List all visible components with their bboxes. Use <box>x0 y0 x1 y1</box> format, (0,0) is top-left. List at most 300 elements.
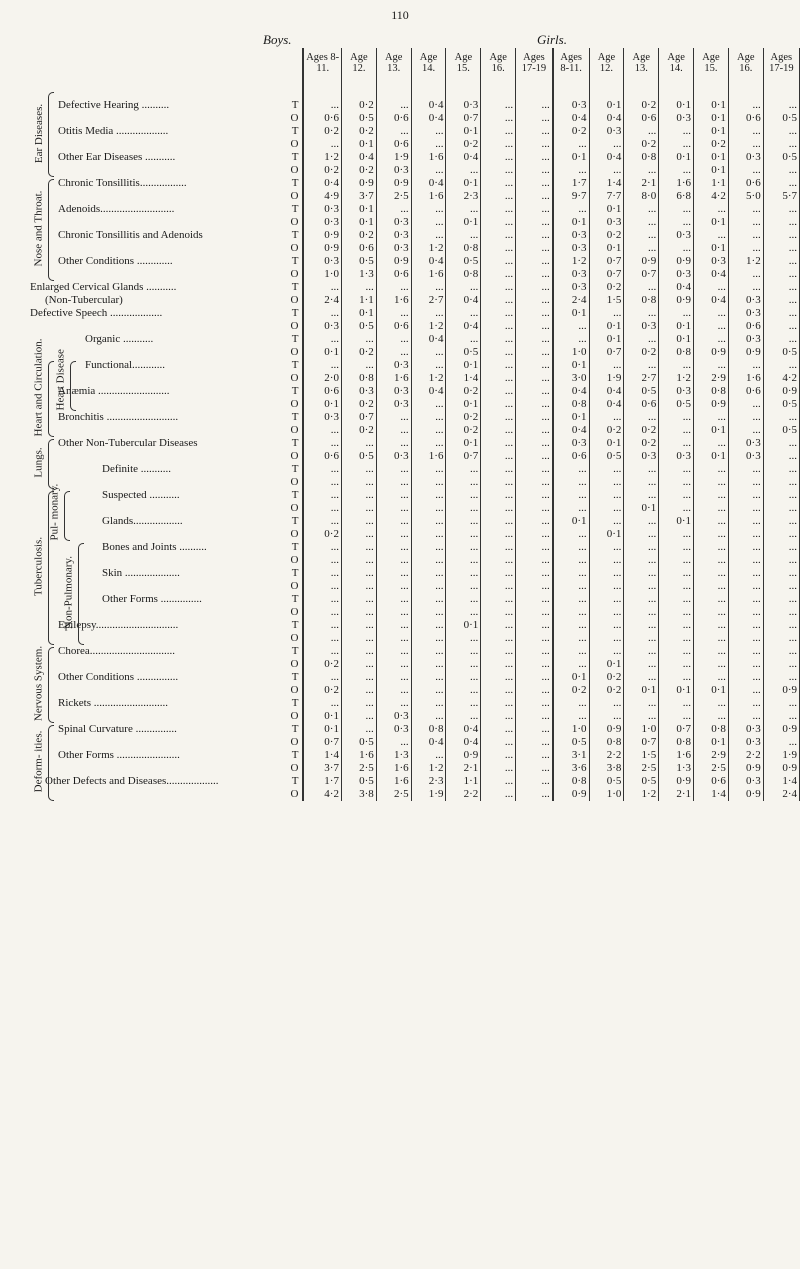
table-cell: 0·5 <box>624 385 659 398</box>
column-header: Age 14. <box>411 48 446 90</box>
table-cell: 0·9 <box>728 762 763 775</box>
table-row <box>29 424 800 437</box>
table-cell: 0·9 <box>303 242 341 255</box>
row-code: O <box>290 372 299 384</box>
table-cell: ... <box>446 541 481 554</box>
table-cell: ... <box>624 307 659 320</box>
table-cell: 0·1 <box>694 450 729 463</box>
table-cell: 0·8 <box>589 736 624 749</box>
table-cell: 0·3 <box>376 164 411 177</box>
table-cell: ... <box>516 90 553 112</box>
table-cell: 1·6 <box>376 372 411 385</box>
table-cell: 3·6 <box>553 762 589 775</box>
table-cell: 1·6 <box>411 190 446 203</box>
column-header: Ages 8-11. <box>303 48 341 90</box>
table-cell: ... <box>659 359 694 372</box>
table-cell: ... <box>411 164 446 177</box>
table-cell: ... <box>303 697 341 710</box>
table-cell: ... <box>411 476 446 489</box>
table-cell: 1·6 <box>411 268 446 281</box>
table-cell: 0·9 <box>624 255 659 268</box>
table-cell: 1·6 <box>376 775 411 788</box>
table-cell: 0·8 <box>341 372 376 385</box>
table-cell: 0·2 <box>341 90 376 112</box>
table-cell: ... <box>376 658 411 671</box>
table-cell: ... <box>624 697 659 710</box>
table-cell: 5·7 <box>763 190 799 203</box>
table-cell: ... <box>624 359 659 372</box>
table-cell: ... <box>589 632 624 645</box>
table-cell: 1·2 <box>303 151 341 164</box>
table-cell: ... <box>763 203 799 216</box>
column-header: Ages 17-19 <box>516 48 553 90</box>
table-cell: 2·5 <box>624 762 659 775</box>
table-cell: 0·5 <box>341 255 376 268</box>
table-cell: 0·1 <box>589 320 624 333</box>
row-label <box>29 710 303 723</box>
table-cell: 0·1 <box>589 242 624 255</box>
table-cell: 1·0 <box>553 346 589 359</box>
table-cell: 0·9 <box>589 723 624 736</box>
table-cell: ... <box>446 645 481 658</box>
table-cell: 0·3 <box>659 450 694 463</box>
table-cell: 0·1 <box>589 658 624 671</box>
table-cell: 0·7 <box>446 112 481 125</box>
row-label-text: Bronchitis .......................... <box>58 411 179 423</box>
table-cell: ... <box>553 710 589 723</box>
table-cell: ... <box>763 541 799 554</box>
table-cell: ... <box>303 645 341 658</box>
table-cell: ... <box>481 177 516 190</box>
table-cell: ... <box>694 632 729 645</box>
table-cell: 0·7 <box>589 346 624 359</box>
table-cell: ... <box>728 216 763 229</box>
row-code: T <box>291 281 299 293</box>
table-cell: ... <box>303 541 341 554</box>
table-cell: ... <box>411 398 446 411</box>
table-cell: ... <box>763 281 799 294</box>
table-cell: 0·1 <box>694 242 729 255</box>
table-cell: 0·1 <box>694 684 729 697</box>
table-cell: 2·7 <box>624 372 659 385</box>
table-cell: 0·4 <box>341 151 376 164</box>
table-cell: ... <box>516 762 553 775</box>
row-code: O <box>290 476 299 488</box>
table-cell: ... <box>763 333 799 346</box>
table-cell: ... <box>341 723 376 736</box>
table-cell: ... <box>728 554 763 567</box>
table-cell: 0·4 <box>411 90 446 112</box>
table-row <box>29 437 800 450</box>
table-cell: ... <box>516 450 553 463</box>
table-cell: ... <box>411 229 446 242</box>
table-cell: ... <box>411 658 446 671</box>
table-cell: 1·6 <box>411 151 446 164</box>
table-row <box>29 463 800 476</box>
row-label <box>29 346 303 359</box>
table-cell: ... <box>303 554 341 567</box>
table-cell: 0·7 <box>303 736 341 749</box>
table-cell: ... <box>446 567 481 580</box>
table-cell: 1·1 <box>446 775 481 788</box>
table-cell: ... <box>516 190 553 203</box>
table-cell: 0·4 <box>589 385 624 398</box>
table-cell: 0·3 <box>341 385 376 398</box>
table-cell: ... <box>694 697 729 710</box>
table-cell: 0·8 <box>624 151 659 164</box>
table-cell: ... <box>659 671 694 684</box>
table-cell: 1·2 <box>624 788 659 801</box>
table-cell: ... <box>411 606 446 619</box>
row-label-text: Other Non-Tubercular Diseases <box>58 437 198 449</box>
table-cell: ... <box>763 320 799 333</box>
table-cell: 4·2 <box>694 190 729 203</box>
table-cell: ... <box>341 567 376 580</box>
table-cell: 0·3 <box>303 255 341 268</box>
page-number: 110 <box>391 8 409 22</box>
table-cell: 0·4 <box>589 112 624 125</box>
table-cell: 0·5 <box>624 775 659 788</box>
table-cell: ... <box>516 710 553 723</box>
table-cell: ... <box>481 346 516 359</box>
table-row <box>29 632 800 645</box>
row-label <box>29 736 303 749</box>
table-cell: ... <box>553 567 589 580</box>
table-cell: 2·1 <box>446 762 481 775</box>
group-brace <box>48 725 54 801</box>
table-cell: 0·3 <box>624 320 659 333</box>
table-cell: 0·2 <box>624 437 659 450</box>
row-label <box>29 476 303 489</box>
table-cell: ... <box>763 463 799 476</box>
table-cell: ... <box>763 580 799 593</box>
table-cell: ... <box>446 658 481 671</box>
row-code: T <box>291 671 299 683</box>
table-cell: 0·2 <box>341 164 376 177</box>
table-cell: ... <box>481 528 516 541</box>
group-brace <box>64 491 70 541</box>
table-cell: 2·0 <box>303 372 341 385</box>
row-code: T <box>291 229 299 241</box>
table-cell: ... <box>553 619 589 632</box>
row-code: T <box>291 151 299 163</box>
table-cell: ... <box>341 281 376 294</box>
table-cell: 1·9 <box>763 749 799 762</box>
row-label <box>29 788 303 801</box>
table-cell: 0·2 <box>624 424 659 437</box>
row-label-text: Glands.................. <box>102 515 183 527</box>
table-cell: ... <box>376 281 411 294</box>
table-cell: ... <box>516 411 553 424</box>
table-cell: ... <box>411 684 446 697</box>
table-row <box>29 645 800 658</box>
table-cell: ... <box>341 671 376 684</box>
row-code: T <box>291 99 299 111</box>
table-cell: 0·1 <box>553 359 589 372</box>
table-cell: 8·0 <box>624 190 659 203</box>
table-cell: ... <box>763 359 799 372</box>
row-code: O <box>290 502 299 514</box>
table-cell: ... <box>411 632 446 645</box>
table-cell: ... <box>728 268 763 281</box>
table-row <box>29 203 800 216</box>
table-cell: 0·1 <box>303 723 341 736</box>
row-label-text: Other Defects and Diseases................... <box>45 775 219 787</box>
table-cell: 0·3 <box>694 255 729 268</box>
table-cell: ... <box>694 411 729 424</box>
table-cell: ... <box>624 203 659 216</box>
table-cell: ... <box>763 697 799 710</box>
table-cell: ... <box>446 164 481 177</box>
table-cell: 0·5 <box>763 424 799 437</box>
girls-heading: Girls. <box>537 32 567 47</box>
row-code: O <box>290 346 299 358</box>
table-cell: ... <box>376 346 411 359</box>
table-cell: ... <box>728 528 763 541</box>
table-cell: 0·6 <box>376 268 411 281</box>
table-row <box>29 684 800 697</box>
table-cell: ... <box>303 424 341 437</box>
row-code: O <box>290 528 299 540</box>
table-cell: ... <box>728 229 763 242</box>
table-cell: ... <box>341 697 376 710</box>
table-cell: ... <box>763 619 799 632</box>
table-cell: 0·7 <box>589 268 624 281</box>
table-cell: 0·2 <box>341 125 376 138</box>
table-row <box>29 788 800 801</box>
row-code: T <box>291 437 299 449</box>
table-cell: ... <box>411 541 446 554</box>
table-cell: 0·6 <box>376 138 411 151</box>
table-cell: 0·2 <box>589 671 624 684</box>
table-cell: 0·5 <box>341 112 376 125</box>
table-cell: ... <box>516 164 553 177</box>
column-header: Age 12. <box>341 48 376 90</box>
table-cell: ... <box>553 606 589 619</box>
table-cell: ... <box>589 463 624 476</box>
table-cell: 0·4 <box>411 385 446 398</box>
table-cell: ... <box>589 411 624 424</box>
table-cell: ... <box>481 580 516 593</box>
table-cell: 2·9 <box>694 749 729 762</box>
group-brace <box>48 439 54 489</box>
table-cell: ... <box>481 281 516 294</box>
table-cell: ... <box>763 164 799 177</box>
table-cell: ... <box>481 372 516 385</box>
table-cell: ... <box>624 125 659 138</box>
table-cell: 1·4 <box>694 788 729 801</box>
table-cell: 0·4 <box>553 385 589 398</box>
table-cell: 4·9 <box>303 190 341 203</box>
table-cell: 9·7 <box>553 190 589 203</box>
table-cell: 0·1 <box>446 359 481 372</box>
row-label <box>29 515 303 528</box>
table-cell: 0·8 <box>624 294 659 307</box>
row-label <box>29 502 303 515</box>
table-cell: ... <box>516 567 553 580</box>
table-cell: 0·7 <box>446 450 481 463</box>
table-cell: 0·6 <box>728 385 763 398</box>
table-cell: ... <box>303 502 341 515</box>
table-cell: 0·2 <box>446 411 481 424</box>
table-cell: ... <box>411 359 446 372</box>
row-label-text: Chronic Tonsillitis and Adenoids <box>58 229 203 241</box>
row-label <box>29 645 303 658</box>
table-cell: 2·2 <box>589 749 624 762</box>
row-label-text: Defective Hearing .......... <box>58 99 170 111</box>
row-label <box>29 216 303 229</box>
row-label-text: Rickets ........................... <box>58 697 168 709</box>
table-cell: ... <box>728 203 763 216</box>
table-row <box>29 138 800 151</box>
table-cell: 0·1 <box>659 515 694 528</box>
row-label-text: Organic ........... <box>85 333 154 345</box>
table-cell: ... <box>516 697 553 710</box>
table-cell: ... <box>763 216 799 229</box>
table-row <box>29 320 800 333</box>
row-label <box>29 125 303 138</box>
row-code: T <box>291 619 299 631</box>
table-cell: ... <box>481 437 516 450</box>
table-cell: ... <box>553 489 589 502</box>
table-cell: ... <box>516 294 553 307</box>
table-cell: ... <box>659 125 694 138</box>
table-cell: ... <box>411 424 446 437</box>
table-cell: ... <box>728 164 763 177</box>
table-cell: ... <box>659 424 694 437</box>
table-row <box>29 229 800 242</box>
table-cell: 0·6 <box>303 450 341 463</box>
table-cell: 7·7 <box>589 190 624 203</box>
table-cell: ... <box>763 242 799 255</box>
table-cell: ... <box>624 333 659 346</box>
table-cell: 0·1 <box>341 216 376 229</box>
table-cell: ... <box>303 567 341 580</box>
table-cell: ... <box>728 606 763 619</box>
table-cell: ... <box>624 593 659 606</box>
table-cell: ... <box>481 567 516 580</box>
group-brace <box>48 179 54 281</box>
table-cell: 0·4 <box>446 723 481 736</box>
table-cell: ... <box>481 554 516 567</box>
table-cell: 0·5 <box>341 775 376 788</box>
table-cell: ... <box>446 697 481 710</box>
table-cell: ... <box>481 450 516 463</box>
table-row <box>29 294 800 307</box>
table-row <box>29 775 800 788</box>
table-cell: ... <box>553 528 589 541</box>
table-cell: ... <box>411 697 446 710</box>
table-cell: ... <box>516 359 553 372</box>
table-cell: ... <box>341 515 376 528</box>
table-cell: 0·3 <box>624 450 659 463</box>
statistics-table <box>29 48 800 801</box>
table-cell: 1·2 <box>659 372 694 385</box>
table-cell: ... <box>376 437 411 450</box>
table-cell: ... <box>303 632 341 645</box>
table-cell: 0·4 <box>553 112 589 125</box>
table-cell: 0·9 <box>376 255 411 268</box>
table-cell: ... <box>763 502 799 515</box>
table-cell: ... <box>516 268 553 281</box>
table-cell: 0·9 <box>303 229 341 242</box>
table-cell: ... <box>516 515 553 528</box>
table-cell: 0·2 <box>341 424 376 437</box>
table-cell: ... <box>763 632 799 645</box>
table-cell: 1·6 <box>376 294 411 307</box>
table-cell: ... <box>763 177 799 190</box>
table-cell: 1·2 <box>411 762 446 775</box>
table-cell: 0·4 <box>446 151 481 164</box>
table-cell: 1·4 <box>446 372 481 385</box>
table-cell: 0·6 <box>341 242 376 255</box>
table-cell: ... <box>481 294 516 307</box>
row-label <box>29 164 303 177</box>
table-cell: ... <box>659 606 694 619</box>
table-cell: ... <box>341 593 376 606</box>
table-cell: 0·3 <box>659 385 694 398</box>
table-cell: ... <box>694 489 729 502</box>
table-cell: ... <box>303 463 341 476</box>
table-cell: ... <box>763 411 799 424</box>
table-cell: ... <box>376 567 411 580</box>
table-cell: 0·6 <box>728 177 763 190</box>
table-cell: ... <box>516 333 553 346</box>
group-brace <box>48 361 54 437</box>
table-cell: 0·1 <box>446 398 481 411</box>
table-cell: 0·4 <box>694 294 729 307</box>
table-cell: 2·5 <box>376 788 411 801</box>
table-cell: ... <box>694 619 729 632</box>
table-cell: 2·5 <box>694 762 729 775</box>
table-cell: 0·2 <box>446 424 481 437</box>
table-cell: ... <box>728 138 763 151</box>
table-cell: 0·3 <box>728 775 763 788</box>
table-cell: ... <box>728 697 763 710</box>
table-cell: 0·3 <box>728 437 763 450</box>
table-cell: 6·8 <box>659 190 694 203</box>
table-cell: ... <box>481 164 516 177</box>
table-cell: ... <box>446 476 481 489</box>
row-label-text: Skin .................... <box>102 567 180 579</box>
table-row <box>29 736 800 749</box>
table-cell: ... <box>553 541 589 554</box>
table-cell: ... <box>481 645 516 658</box>
row-code: T <box>291 203 299 215</box>
table-cell: ... <box>728 658 763 671</box>
table-cell: ... <box>303 281 341 294</box>
table-cell: ... <box>303 580 341 593</box>
row-code: T <box>291 775 299 787</box>
table-row <box>29 411 800 424</box>
table-row <box>29 658 800 671</box>
table-cell: ... <box>589 541 624 554</box>
table-cell: 0·3 <box>376 398 411 411</box>
table-cell: ... <box>694 437 729 450</box>
table-cell: 0·1 <box>694 151 729 164</box>
table-cell: ... <box>624 671 659 684</box>
table-row <box>29 515 800 528</box>
table-cell: ... <box>481 242 516 255</box>
table-cell: 2·4 <box>763 788 799 801</box>
table-cell: ... <box>481 489 516 502</box>
table-cell: ... <box>659 216 694 229</box>
table-cell: ... <box>763 645 799 658</box>
table-cell: 0·1 <box>446 125 481 138</box>
row-label-text: Chronic Tonsillitis................. <box>58 177 187 189</box>
table-cell: 1·2 <box>553 255 589 268</box>
table-cell: ... <box>481 268 516 281</box>
